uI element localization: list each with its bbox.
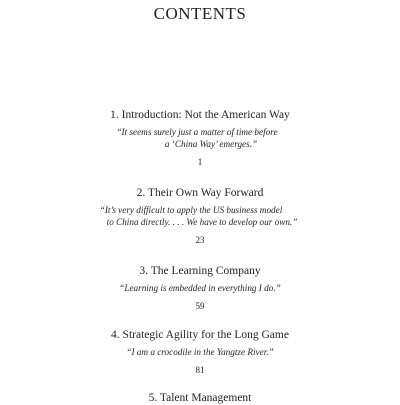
quote-line: “It seems surely just a matter of time before — [116, 127, 278, 137]
quote-line: to China directly. . . . We have to develop our own.” — [106, 217, 298, 227]
toc-entry-2[interactable] — [0, 186, 400, 246]
toc-entry-4[interactable] — [0, 328, 400, 376]
toc-entry-page: 23 — [195, 235, 205, 245]
toc-entry-1[interactable] — [0, 108, 400, 168]
contents-heading: CONTENTS — [153, 4, 247, 23]
toc-entry-title: 2. Their Own Way Forward — [136, 187, 264, 199]
toc-entry-quote — [0, 282, 400, 294]
toc-entry-page: 59 — [195, 301, 205, 311]
toc-entry-title: 1. Introduction: Not the American Way — [110, 109, 290, 121]
toc-entry-title: 3. The Learning Company — [139, 265, 261, 277]
toc-entry-quote — [0, 126, 400, 150]
quote-line: “Learning is embedded in everything I do.” — [119, 283, 281, 293]
quote-line: “It’s very difficult to apply the US business model — [99, 205, 283, 215]
toc-entry-title: 4. Strategic Agility for the Long Game — [111, 329, 289, 341]
toc-entry-3[interactable] — [0, 264, 400, 312]
quote-line: “I am a crocodile in the Yangtze River.” — [126, 347, 274, 357]
toc-entry-quote — [0, 204, 400, 228]
toc-entry-page: 1 — [197, 157, 203, 167]
quote-line: a ‘China Way’ emerges.” — [164, 139, 258, 149]
toc-entry-quote — [0, 346, 400, 358]
toc-entry-title: 5. Talent Management — [148, 392, 252, 404]
toc-entry-page: 81 — [195, 365, 205, 375]
toc-entry-5[interactable] — [0, 391, 400, 405]
